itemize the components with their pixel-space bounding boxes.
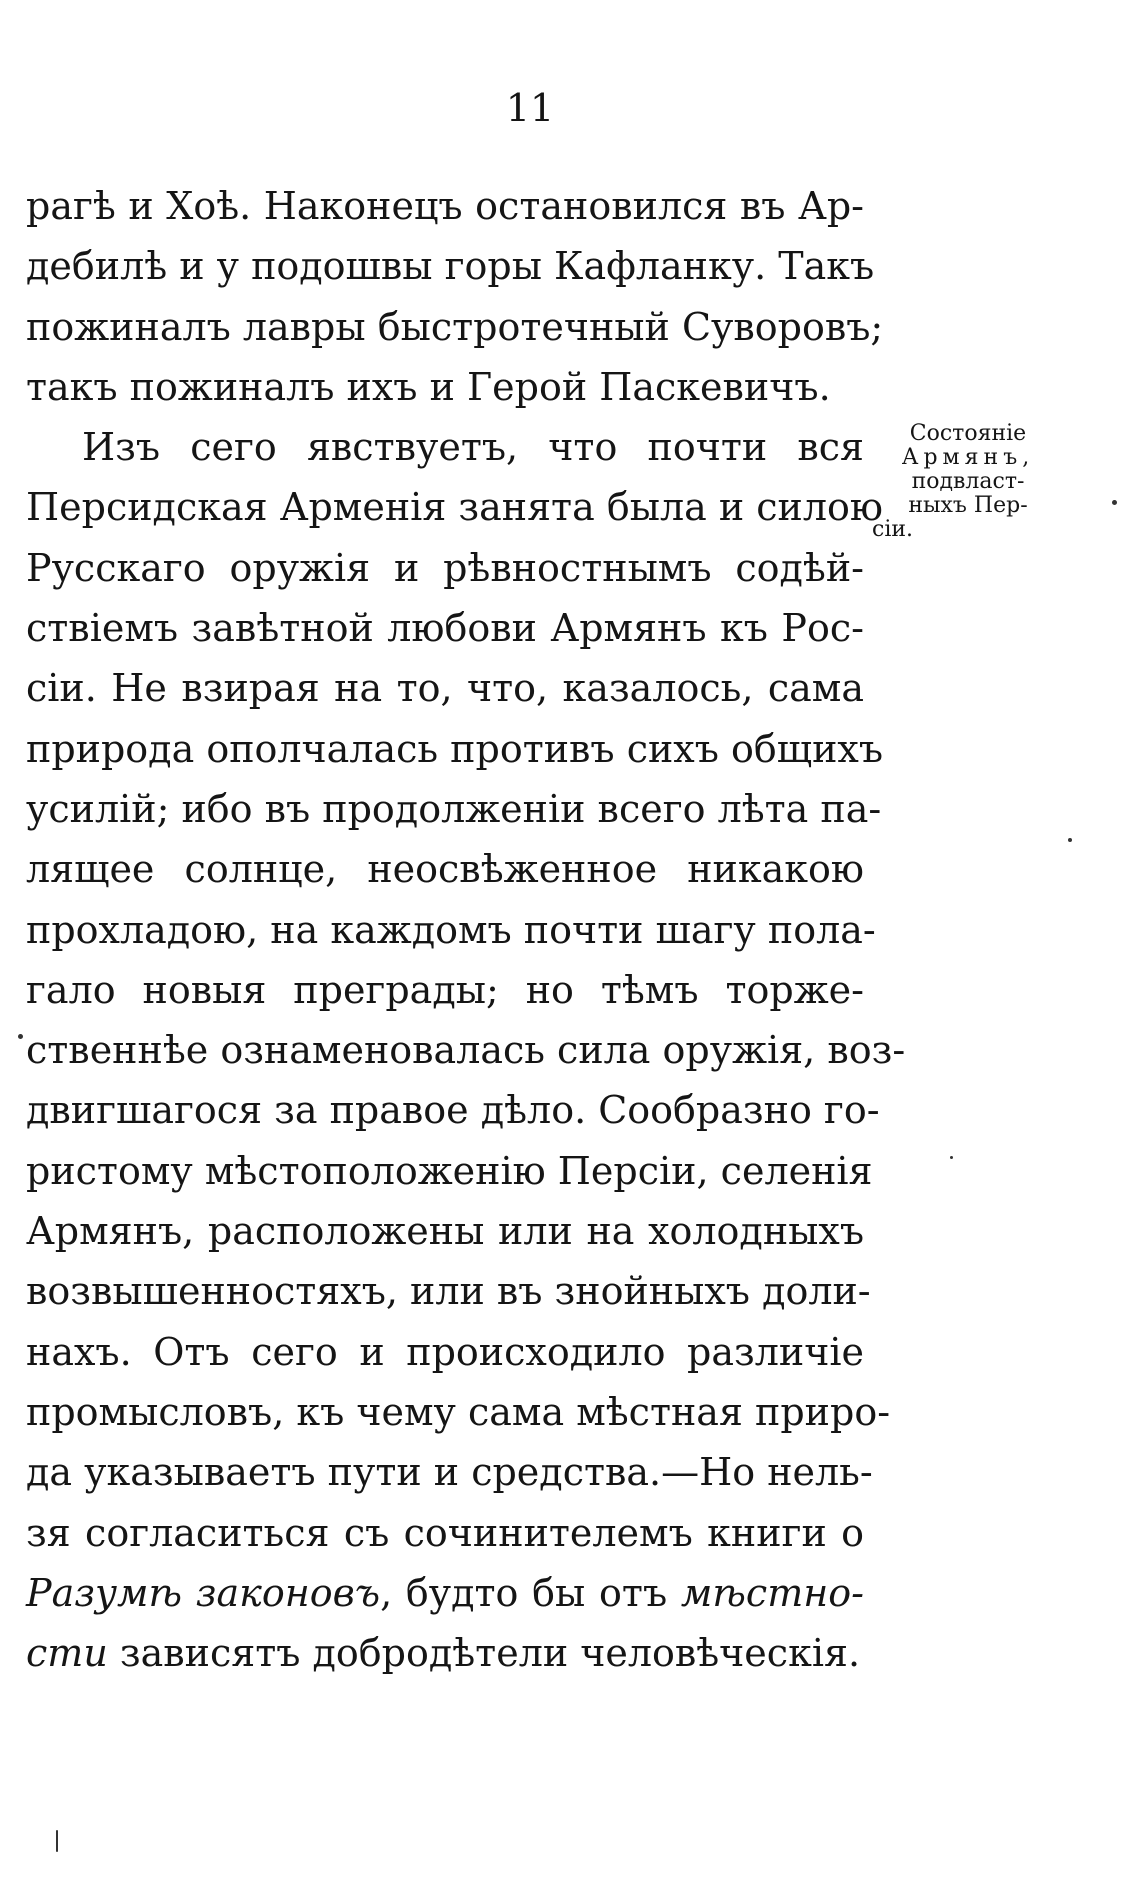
italic-word: сти <box>26 1631 108 1676</box>
text-line: сіи. Не взирая на то, что, казалось, сама <box>26 666 864 711</box>
text-line: промысловъ, къ чему сама мѣстная приро- <box>26 1389 891 1434</box>
paragraph-start-line: Изъ сего явствуетъ, что почти вся <box>82 425 864 470</box>
text-line: ствіемъ завѣтной любови Армянъ къ Рос- <box>26 606 864 651</box>
margin-note-line: подвласт- <box>911 469 1025 494</box>
margin-note-line: Армянъ, <box>901 445 1035 470</box>
paragraph-end-line: такъ пожиналъ ихъ и Герой Паскевичъ. <box>26 364 831 409</box>
text-line: дебилѣ и у подошвы горы Кафланку. Такъ <box>26 244 875 289</box>
print-speck <box>1068 838 1072 842</box>
text-line: зя согласиться съ сочинителемъ книги о <box>26 1510 864 1555</box>
text-line: природа ополчалась противъ сихъ общихъ <box>26 726 884 771</box>
margin-note-line: Состояніе <box>909 421 1027 446</box>
text-line: лящее солнце, неосвѣженное никакою <box>26 847 864 892</box>
text-line: Персидская Арменія занята была и силою <box>26 485 883 530</box>
text-line: пожиналъ лавры быстротечный Суворовъ; <box>26 304 884 349</box>
text-line: гало новыя преграды; но тѣмъ торже- <box>26 967 864 1012</box>
text-line: двигшагося за правое дѣло. Сообразно го- <box>26 1088 880 1133</box>
text-line: рагѣ и Хоѣ. Наконецъ остановился въ Ар- <box>26 184 864 228</box>
margin-note-line: сіи. <box>872 517 914 542</box>
margin-note <box>872 422 1064 542</box>
text-line: прохладою, на каждомъ почти шагу пола- <box>26 907 876 952</box>
print-speck <box>950 1156 953 1159</box>
margin-note-line: ныхъ Пер- <box>908 493 1028 518</box>
text-line: возвышенностяхъ, или въ знойныхъ доли- <box>26 1269 871 1314</box>
paragraph-end-line: сти зависятъ добродѣтели человѣческія. <box>26 1631 861 1676</box>
print-speck <box>1112 500 1117 505</box>
italic-word: мѣстно- <box>680 1570 864 1615</box>
text-line: да указываетъ пути и средства.—Но нель- <box>26 1450 873 1495</box>
print-speck <box>18 1034 23 1039</box>
text-line: ственнѣе ознаменовалась сила оружія, воз- <box>26 1028 906 1073</box>
italic-title: Разумѣ законовъ <box>26 1570 381 1615</box>
main-text-block <box>26 176 906 1683</box>
text-line: ристому мѣстоположенію Персіи, селенія <box>26 1148 873 1193</box>
text-line: Русскаго оружія и рѣвностнымъ содѣй- <box>26 545 864 590</box>
text-line: Разумѣ законовъ, будто бы отъ мѣстно- <box>26 1570 864 1615</box>
text-line: Армянъ, расположены или на холодныхъ <box>26 1209 864 1254</box>
text-line: усилій; ибо въ продолженіи всего лѣта па- <box>26 786 882 831</box>
print-speck <box>56 1830 58 1852</box>
page-number: 11 <box>505 86 555 130</box>
text-line: нахъ. Отъ сего и происходило различіе <box>26 1329 864 1374</box>
